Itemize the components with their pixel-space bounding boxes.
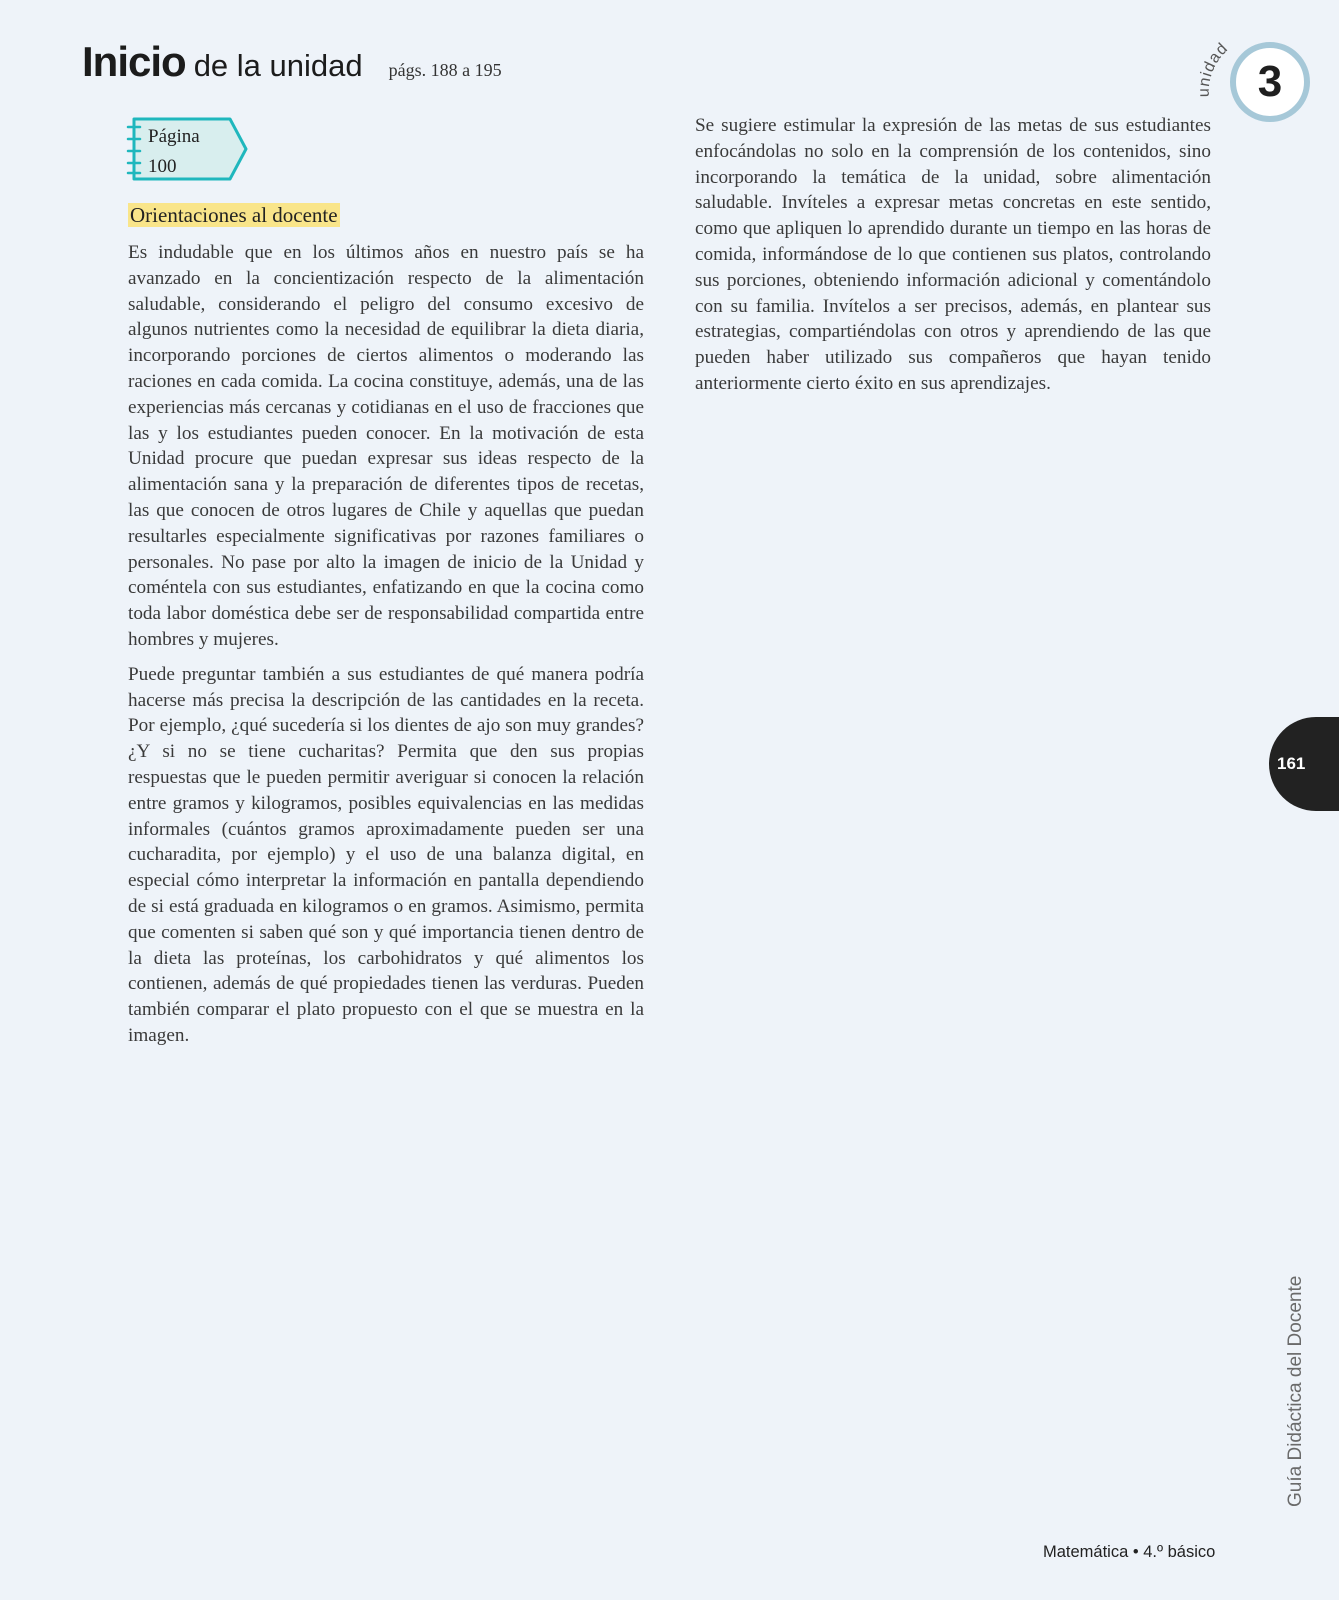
page-tag-label: Página [148, 126, 200, 147]
page-title-suffix: de la unidad [193, 48, 363, 83]
footer-separator: • [1132, 1543, 1139, 1561]
footer-grade: 4.º básico [1143, 1543, 1216, 1561]
footer-subject: Matemática [1043, 1543, 1129, 1561]
paragraph: Se sugiere estimular la expresión de las metas de sus estudiantes enfocándolas no solo en la comprensión de los contenidos, sino incorporando la temática de la unidad, sobre alimentación saludable. Invíteles a expresar metas concretas en este sentido, como que apliquen lo aprendido durante un tiempo en las horas de comida, informándose de lo que contienen sus platos, controlando sus porciones, obteniendo información adicional y comentándolo con su familia. Invítelos a ser precisos, además, en plantear sus estrategias, compartiéndolas con otros y aprendiendo de las que pueden haber utilizado sus compañeros que hayan tenido anteriormente cierto éxito en sus aprendizajes. [695, 115, 1211, 394]
section-heading: Orientaciones al docente [130, 203, 338, 227]
page-range: págs. 188 a 195 [388, 60, 502, 80]
page-tag-number: 100 [148, 156, 177, 177]
paragraph: Es indudable que en los últimos años en nuestro país se ha avanzado en la concientización respecto de la alimentación saludable, considerando el peligro del consumo excesivo de algunos nutrientes como la necesidad de equilibrar la dieta diaria, incorporando porciones de ciertos alimentos o moderando las raciones en cada comida. La cocina constituye, además, una de las experiencias más cercanas y cotidianas en el uso de fracciones que las y los estudiantes pueden conocer. En la motivación de esta Unidad procure que puedan expresar sus ideas respecto de la alimentación sana y la preparación de diferentes tipos de recetas, las que conocen de otros lugares de Chile y aquellas que puedan resultarles especialmente significativas por razones familiares o personales. No pase por alto la imagen de inicio de la Unidad y coméntela con sus estudiantes, enfatizando en que la cocina como toda labor doméstica debe ser de responsabilidad compartida entre hombres y mujeres. [128, 242, 644, 650]
page-title: Inicio [82, 38, 186, 85]
unit-word: unidad [1195, 39, 1232, 98]
page-header [82, 38, 502, 86]
unit-number: 3 [1230, 42, 1310, 122]
page-number-tab: 161 [1269, 717, 1339, 811]
svg-text:unidad [1196, 40, 1232, 98]
page-reference-tag [126, 116, 250, 182]
footer [1043, 1543, 1215, 1562]
paragraph: Puede preguntar también a sus estudiantes de qué manera podría hacerse más precisa la descripción de las cantidades en la receta. Por ejemplo, ¿qué sucedería si los dientes de ajo son muy grandes? ¿Y si no se tiene cucharitas? Permita que den sus propias respuestas que le pueden permitir averiguar si conocen la relación entre gramos y kilogramos, posibles equivalencias en las medidas informales (cuántos gramos aproximadamente pueden ser una cucharadita, por ejemplo) y el uso de una balanza digital, en especial cómo interpretar la información en pantalla dependiendo de si está graduada en kilogramos o en gramos. Asimismo, permita que comenten si saben qué son y qué importancia tienen dentro de la dieta las proteínas, los carbohidratos y qué alimentos los contienen, además de qué propiedades tienen las verduras. Pueden también comparar el plato propuesto con el que se muestra en la imagen. [128, 663, 644, 1046]
right-column [695, 113, 1211, 406]
left-column [128, 240, 644, 1058]
page-tag-text [148, 122, 200, 182]
side-label: Guía Didáctica del Docente [1285, 1275, 1306, 1507]
